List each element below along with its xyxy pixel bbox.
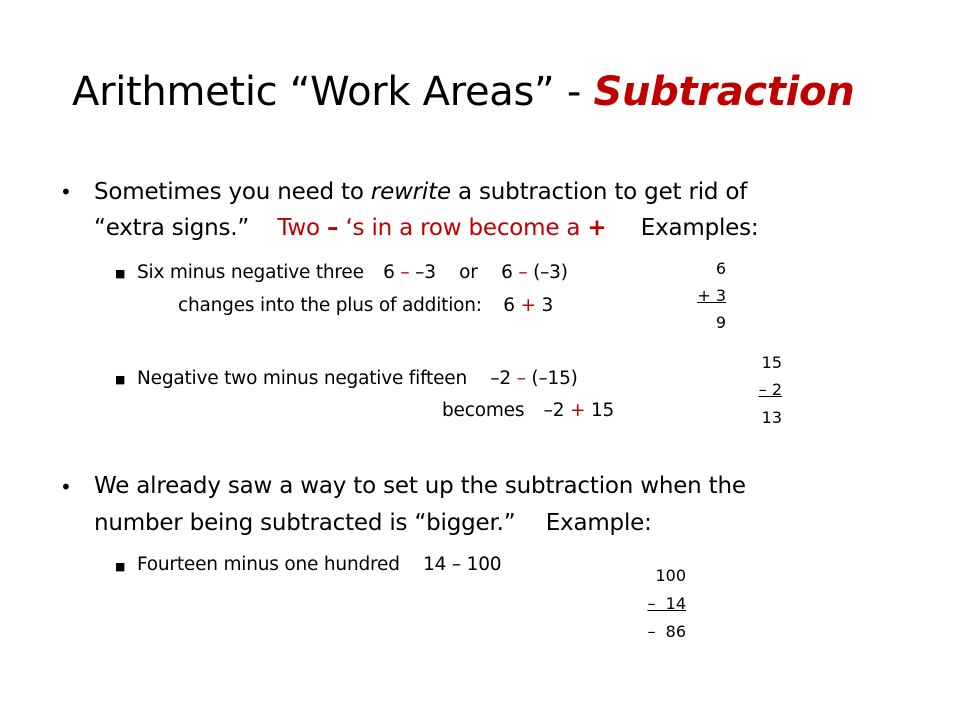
sub1-line1: Six minus negative three 6 – –3 or 6 – (–3) — [137, 262, 568, 283]
bullet2-line2: number being subtracted is “bigger.” Example: — [94, 510, 652, 536]
sub3-line1: Fourteen minus one hundred 14 – 100 — [137, 554, 502, 575]
work3-result: – 86 — [647, 622, 686, 641]
work1-top: 6 — [715, 259, 726, 278]
work3-top: 100 — [655, 566, 686, 585]
bullet-dot: • — [60, 180, 72, 204]
work2-result: 13 — [761, 408, 782, 427]
square-bullet-icon: ■ — [115, 373, 126, 386]
bullet-dot: • — [60, 475, 72, 499]
work3-op: – 14 — [647, 594, 686, 613]
rule-text: Two – ‘s in a row become a + — [277, 215, 607, 241]
work2-top: 15 — [761, 353, 782, 372]
title-main: Arithmetic “Work Areas” - — [72, 69, 594, 115]
bullet2-line1: We already saw a way to set up the subtraction when the — [94, 473, 746, 499]
square-bullet-icon: ■ — [115, 560, 126, 573]
page-title — [72, 68, 854, 116]
work2-op: – 2 — [758, 380, 782, 399]
work1-op: + 3 — [697, 286, 726, 305]
title-accent: Subtraction — [593, 69, 855, 115]
square-bullet-icon: ■ — [115, 267, 126, 280]
sub2-line2: becomes –2 + 15 — [442, 400, 615, 421]
work1-result: 9 — [715, 313, 726, 332]
sub1-line2: changes into the plus of addition: 6 + 3 — [178, 295, 554, 316]
sub2-line1: Negative two minus negative fifteen –2 – (–15) — [137, 368, 578, 389]
bullet1-line1: Sometimes you need to rewrite a subtraction to get rid of — [94, 179, 748, 205]
bullet1-line2: “extra signs.” Two – ‘s in a row become a + Examples: — [94, 215, 759, 241]
